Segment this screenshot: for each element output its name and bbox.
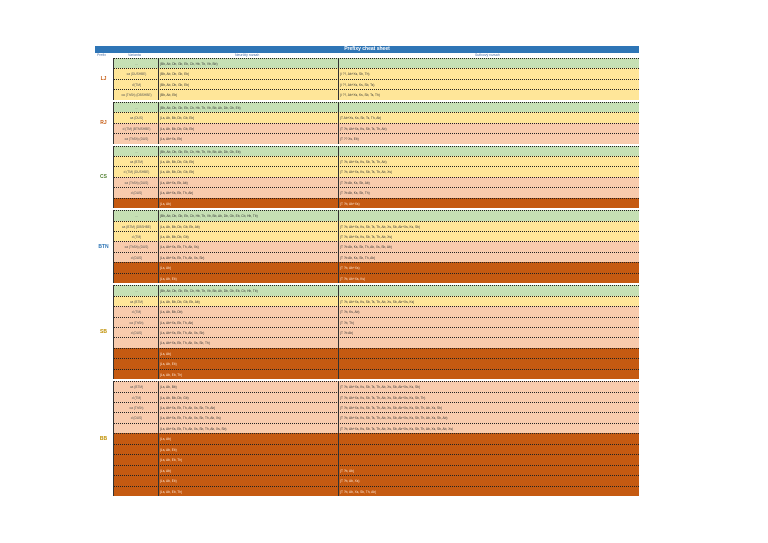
suffix-cell: (T ?b Ab) xyxy=(338,328,639,337)
suffix-cell xyxy=(338,59,639,68)
variant-cell: d (TM) xyxy=(131,310,142,315)
range-cell: (Ls, Ab, Bb) xyxy=(158,382,339,391)
group-body xyxy=(113,381,639,496)
suffix-cell: (i ??, Ab+Xs, Ks, Sb, Ts) xyxy=(338,80,639,89)
header-prefix: Prefix xyxy=(97,53,106,57)
suffix-cell: (T ?b, Ab+Xs, Ks, Sb, Ts, Th, Ab, Xs, Sb, Ab+Xs, Ks, Sb) xyxy=(338,222,639,231)
group-1 xyxy=(95,102,639,144)
table-row xyxy=(114,306,639,316)
range-cell: (Bb, Ab, Db, Gb, Eb, Cb, Hb, Tb, Vb, Bb, Ab, Db, Gb, Eb) xyxy=(158,147,339,156)
range-cell: (Ls, Ab+Xs, Eb, Th, Ab, Xs, Sb, Th) xyxy=(158,338,339,347)
suffix-cell xyxy=(338,455,639,464)
range-cell: (Ls, Ab+Xs, Eb, Th, Ab) xyxy=(158,318,339,327)
suffix-cell: (T ?b, Ab+Xs, Ks, Sb, Ts, Th, Ab) xyxy=(338,157,639,166)
variant-cell xyxy=(114,424,158,433)
sheet-title: Prefixy cheat sheet xyxy=(95,46,639,53)
table-row xyxy=(114,89,639,99)
variant-cell: ca (ThSh) xyxy=(129,320,144,325)
suffix-cell: (T ?b, Ab+Xs, Ks, Sb, Ts, Th, Ab, Xs) xyxy=(338,232,639,241)
table-row xyxy=(114,58,639,68)
table-row xyxy=(114,133,639,143)
table-row xyxy=(114,221,639,231)
range-cell: (Ls, Ab+Xs, Eb, Ab) xyxy=(158,178,339,187)
variant-cell: d (DUS) xyxy=(130,255,143,260)
table-row xyxy=(114,486,639,496)
variant-cell: ca (BTM) xyxy=(129,159,144,164)
range-cell: (Ls, Ab+Xs, Eb, Th, Ab, Xs, Sb, Th, Ab, Xs, Sb) xyxy=(158,424,339,433)
range-cell: (Ls, Ab+Xs, Eb, Th, Ab, Xs, Sb) xyxy=(158,253,339,262)
table-row xyxy=(114,241,639,251)
table-row xyxy=(114,210,639,220)
table-row xyxy=(114,156,639,166)
variant-cell: ca (ThSh) (DUS) xyxy=(124,137,149,142)
table-row xyxy=(114,475,639,485)
group-label: LJ xyxy=(100,75,107,82)
table-row xyxy=(114,337,639,347)
suffix-cell xyxy=(338,349,639,358)
table-row xyxy=(114,296,639,306)
variant-cell: d (TM) xyxy=(131,235,142,240)
range-cell: (Bb, Ab, Db, Gb, Eb, Cb, Hb, Tb, Vb, Bb) xyxy=(158,59,339,68)
range-cell: (Ls, Ab+Xs, Eb, Th, Ab, Xs, Sb) xyxy=(158,328,339,337)
variant-cell: ... xyxy=(135,289,138,294)
range-cell: (Ls, Ab, Bb, Db, Gb, Eb, Ab) xyxy=(158,297,339,306)
range-cell: (Ls, Ab, Eb, Th) xyxy=(158,487,339,496)
header-suffix: Sufixový rozsah xyxy=(475,53,500,57)
group-body xyxy=(113,58,639,100)
suffix-cell: (T Ab+Xs, Ks, Sb, Ts, Th, Ab) xyxy=(338,113,639,122)
range-cell: (Ls, Ab, Bb, Db, Gb) xyxy=(158,232,339,241)
variant-cell: d (DUS) xyxy=(130,191,143,196)
suffix-cell: (T ?b, Ab+Xs, Ks, Sb, Ts, Th, Ab, Xs) xyxy=(338,167,639,176)
group-label: BTN xyxy=(98,243,109,250)
suffix-cell: (T ?b, Ab, Xs) xyxy=(338,476,639,485)
suffix-cell xyxy=(338,103,639,112)
group-label: RJ xyxy=(100,119,107,126)
header-range: Neurčitý rozsah xyxy=(235,53,260,57)
suffix-cell: (T ?b, Ab+Xs, Ks, Sb, Ts, Th, Ab, Xs, Sb, Ab+Xs, Ks, Sb, Th, Ab, Xs, Sb) xyxy=(338,403,639,412)
variant-cell: ... xyxy=(135,105,138,110)
table-row xyxy=(114,392,639,402)
table-row xyxy=(114,102,639,112)
suffix-cell: (T ?b, Ab+Xs) xyxy=(338,199,639,208)
range-cell: (Ls, Ab) xyxy=(158,199,339,208)
variant-cell: ca (ThSh) (DUS) xyxy=(124,180,149,185)
variant-cell: ca (BTM) xyxy=(129,299,144,304)
table-row xyxy=(114,317,639,327)
range-cell: (Ls, Ab, Bb, Db, Gb, Eb) xyxy=(158,113,339,122)
table-row xyxy=(114,112,639,122)
variant-cell: d (TM) (BTMSHBE) xyxy=(122,126,151,131)
range-cell: (Ls, Ab) xyxy=(158,263,339,272)
variant-cell: ... xyxy=(135,149,138,154)
suffix-cell: (T ?b Ab, Ks, Sb, Ab) xyxy=(338,178,639,187)
suffix-cell: (T ?b Ab, Ks, Sb, Th, Ab) xyxy=(338,253,639,262)
suffix-cell: (T ?b, Ab+Xs, Ks, Sb, Ts, Th, Ab, Xs, Sb, Ab+Xs, Ks, Sb) xyxy=(338,382,639,391)
cheat-sheet xyxy=(95,46,639,496)
variant-cell: ca (DUSHBE) xyxy=(126,72,147,77)
group-body xyxy=(113,210,639,283)
table-row xyxy=(114,285,639,295)
suffix-cell: (T ?b, Ab+Xs, Ks, Sb, Ts, Th, Ab) xyxy=(338,124,639,133)
suffix-cell: (T ?b, Ab, Xs, Sb, Th, Ab) xyxy=(338,487,639,496)
range-cell: (Ls, Ab, Eb) xyxy=(158,274,339,283)
table-row xyxy=(114,423,639,433)
range-cell: (Ls, Ab+Xs, Eb, Th, Ab, Xs) xyxy=(158,242,339,251)
range-cell: (Ls, Ab+Xs, Eb, Th, Ab, Xs, Sb, Th, Ab) xyxy=(158,403,339,412)
range-cell: (Ls, Ab+Xs, Eb, Th, Ab, Xs, Sb, Th, Ab, Xs) xyxy=(158,413,339,422)
table-row xyxy=(114,198,639,208)
variant-cell: ca (ThSh) xyxy=(129,406,144,411)
suffix-cell xyxy=(338,147,639,156)
variant-cell xyxy=(114,349,158,358)
table-row xyxy=(114,273,639,283)
variant-cell xyxy=(114,476,158,485)
suffix-cell xyxy=(338,338,639,347)
table-row xyxy=(114,465,639,475)
range-cell: (Ls, Ab, Eb) xyxy=(158,445,339,454)
variant-cell: ... xyxy=(135,62,138,66)
variant-cell xyxy=(114,338,158,347)
variant-cell xyxy=(114,274,158,283)
variant-cell: ca (BTM) xyxy=(129,385,144,390)
table-row xyxy=(114,402,639,412)
range-cell: (Ls, Ab, Eb, Th) xyxy=(158,455,339,464)
table-row xyxy=(114,187,639,197)
variant-cell xyxy=(114,445,158,454)
range-cell: (Ls, Ab, Eb, Th) xyxy=(158,370,339,379)
suffix-cell: (T ?b, Ks, Ab) xyxy=(338,307,639,316)
suffix-cell: (T ?b, Ab+Xs, Ks, Sb, Ts, Th, Ab, Xs, Sb, Ab+Xs, Ks, Sb, Th, Ab, Xs, Sb, Ab) xyxy=(338,413,639,422)
header-variant: Varianta xyxy=(128,53,141,57)
table-row xyxy=(114,358,639,368)
variant-cell: d (DUS) xyxy=(130,330,143,335)
suffix-cell xyxy=(338,370,639,379)
table-row xyxy=(114,381,639,391)
variant-cell: ca (ThSh) (DUS) xyxy=(124,245,149,250)
range-cell: (Bb, Ab, Eb) xyxy=(158,90,339,99)
suffix-cell: (T ?b, Ab+Xs, Ks, Sb, Ts, Th, Ab, Xs, Sb, Ab+Xs, Ks, Sb, Th, Ab, Xs, Sb, Ab, Xs) xyxy=(338,424,639,433)
suffix-cell: (T ?b, Ab+Xs, Ks, Sb, Ts, Th, Ab, Xs, Sb, Ab+Xs, Ks) xyxy=(338,297,639,306)
range-cell: (Ls, Ab, Bb, Db, Gb, Eb) xyxy=(158,167,339,176)
variant-cell: d (DUS) xyxy=(130,416,143,421)
group-4 xyxy=(95,285,639,379)
range-cell: (Ls, Ab, Bb, Db, Gb, Eb, Ab) xyxy=(158,222,339,231)
table-row xyxy=(114,454,639,464)
table-row xyxy=(114,177,639,187)
range-cell: (Ls, Ab, Eb) xyxy=(158,476,339,485)
table-row xyxy=(114,68,639,78)
range-cell: (Bb, Ab, Db, Gb, Eb, Cb, Hb, Tb, Vb, Bb, Ab, Db, Gb, Eb, Cb, Hb, Tb) xyxy=(158,211,339,220)
group-body xyxy=(113,146,639,209)
variant-cell: d (TM) xyxy=(131,395,142,400)
table-row xyxy=(114,412,639,422)
suffix-cell: (i ??, Ab+Xs, Sb, Th) xyxy=(338,69,639,78)
range-cell: (Ls, Ab, Bb, Db, Gb, Eb) xyxy=(158,124,339,133)
range-cell: (Ls, Ab) xyxy=(158,349,339,358)
variant-cell xyxy=(114,434,158,443)
range-cell: (Ls, Ab, Bb, Db, Gb, Eb) xyxy=(158,157,339,166)
range-cell: (Bb, Ab, Db, Gb, Eb, Cb, Hb, Tb, Vb, Bb, Ab, Db, Gb, Eb, Cb, Hb, Tb) xyxy=(158,286,339,295)
suffix-cell: (i ??, Ab+Xs, Ks, Sb, Ts, Th) xyxy=(338,90,639,99)
table-row xyxy=(114,262,639,272)
table-row xyxy=(114,123,639,133)
group-body xyxy=(113,102,639,144)
group-label: CS xyxy=(100,173,107,180)
suffix-cell: (T ?b, Ab+Xs, Ks, Sb, Ts, Th, Ab, Xs, Sb, Ab+Xs, Ks, Sb, Th) xyxy=(338,393,639,402)
variant-cell: ca (ThSh) (DBSHBE) xyxy=(121,93,152,98)
table-row xyxy=(114,348,639,358)
suffix-cell xyxy=(338,434,639,443)
group-5 xyxy=(95,381,639,496)
table-row xyxy=(114,327,639,337)
group-3 xyxy=(95,210,639,283)
group-label: SB xyxy=(100,329,107,336)
suffix-cell: (T ?? Xs, Eb) xyxy=(338,134,639,143)
variant-cell xyxy=(114,487,158,496)
variant-cell xyxy=(114,455,158,464)
variant-cell: ca (BTM) (DBSHBE) xyxy=(121,224,152,229)
range-cell: (Ls, Ab) xyxy=(158,434,339,443)
table-row xyxy=(114,146,639,156)
variant-cell xyxy=(114,199,158,208)
table-row xyxy=(114,444,639,454)
suffix-cell xyxy=(338,359,639,368)
range-cell: (Bb, Ab, Db, Gb, Eb) xyxy=(158,69,339,78)
range-cell: (Ls, Ab, Bb, Db) xyxy=(158,307,339,316)
suffix-cell: (T ?b, Ab+Xs) xyxy=(338,263,639,272)
range-cell: (Ls, Ab, Eb) xyxy=(158,359,339,368)
table-row xyxy=(114,231,639,241)
table-row xyxy=(114,79,639,89)
range-cell: (Bb, Ab, Db, Gb, Eb, Cb, Hb, Tb, Vb, Bb, Ab, Db, Gb, Eb) xyxy=(158,103,339,112)
variant-cell xyxy=(114,370,158,379)
suffix-cell: (T ?b, Ab+Xs, Ks) xyxy=(338,274,639,283)
variant-cell xyxy=(114,359,158,368)
table-row xyxy=(114,433,639,443)
group-0 xyxy=(95,58,639,100)
range-cell: (Ls, Ab+Xs, Eb) xyxy=(158,134,339,143)
variant-cell xyxy=(114,263,158,272)
table-row xyxy=(114,252,639,262)
suffix-cell xyxy=(338,211,639,220)
range-cell: (Bb, Ab, Db, Gb, Eb) xyxy=(158,80,339,89)
suffix-cell: (T ?b Ab, Ks, Sb, Th) xyxy=(338,188,639,197)
group-label: BB xyxy=(99,435,108,442)
variant-cell: ca (DUS) xyxy=(129,116,144,121)
suffix-cell xyxy=(338,286,639,295)
variant-cell: d (TM) (DUSHBE) xyxy=(123,170,150,175)
group-body xyxy=(113,285,639,379)
suffix-cell: (T ?b, Ab) xyxy=(338,466,639,475)
table-row xyxy=(114,369,639,379)
suffix-cell: (T ?b, Th) xyxy=(338,318,639,327)
suffix-cell: (T ?b Ab, Ks, Sb, Th, Ab, Xs, Sb, Ab) xyxy=(338,242,639,251)
range-cell: (Ls, Ab+Xs, Eb, Th, Ab) xyxy=(158,188,339,197)
variant-cell: ... xyxy=(135,214,138,219)
suffix-cell xyxy=(338,445,639,454)
range-cell: (Ls, Ab) xyxy=(158,466,339,475)
range-cell: (Ls, Ab, Bb, Db, Gb) xyxy=(158,393,339,402)
variant-cell xyxy=(114,466,158,475)
table-row xyxy=(114,166,639,176)
group-2 xyxy=(95,146,639,209)
variant-cell: d'(TM) xyxy=(131,82,142,87)
